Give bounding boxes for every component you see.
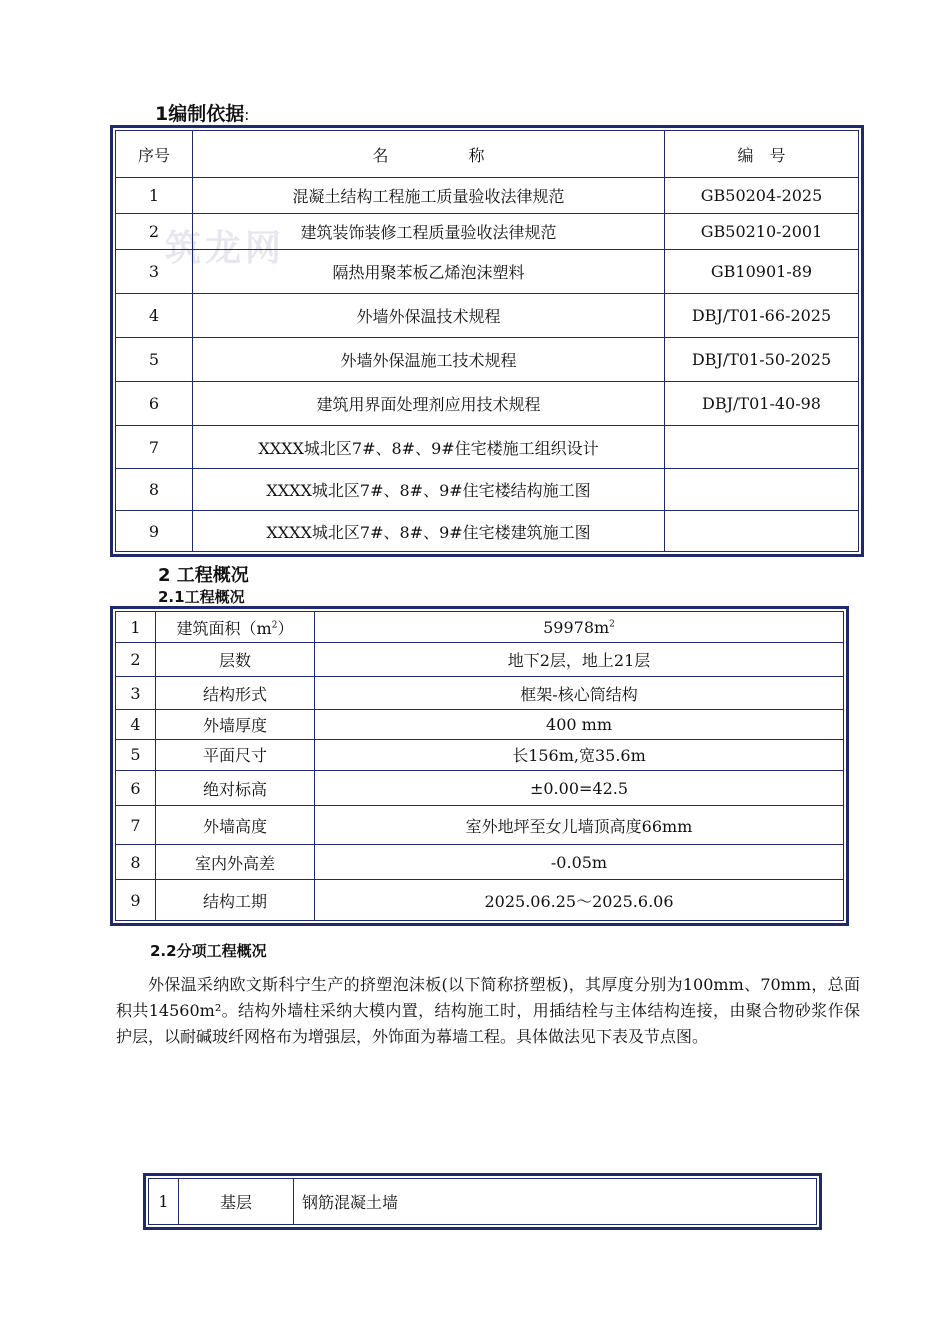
cell-code: GB50210-2001 [665, 214, 859, 250]
cell-no: 6 [116, 771, 156, 806]
cell-item: 室内外高差 [156, 844, 315, 879]
table-row [116, 739, 844, 770]
cell-item: 平面尺寸 [156, 739, 315, 770]
cell-code: DBJ/T01-50-2025 [665, 338, 859, 382]
section1-title [155, 99, 249, 126]
cell-no: 2 [116, 643, 156, 676]
header-cell-no: 序号 [116, 131, 193, 178]
cell-value: 400 mm [315, 710, 844, 739]
table-row [116, 511, 859, 552]
cell-name: XXXX城北区7#、8#、9#住宅楼结构施工图 [193, 469, 665, 511]
table-row [116, 294, 859, 338]
cell-no: 1 [116, 612, 156, 643]
table-row [116, 382, 859, 426]
cell-code [665, 426, 859, 469]
table-row [116, 880, 844, 921]
section2-2-title: 2.2分项工程概况 [150, 942, 267, 960]
cell-name: 建筑装饰装修工程质量验收法律规范 [193, 214, 665, 250]
cell-name: 建筑用界面处理剂应用技术规程 [193, 382, 665, 426]
cell-no: 8 [116, 844, 156, 879]
table-row [116, 844, 844, 879]
cell-name: XXXX城北区7#、8#、9#住宅楼建筑施工图 [193, 511, 665, 552]
cell-no: 5 [116, 739, 156, 770]
cell-item: 外墙厚度 [156, 710, 315, 739]
layer-table [148, 1178, 817, 1225]
header-cell-code: 编 号 [665, 131, 859, 178]
table-row [116, 338, 859, 382]
cell-name: 混凝土结构工程施工质量验收法律规范 [193, 178, 665, 214]
overview-table [115, 611, 844, 921]
cell-item: 外墙高度 [156, 806, 315, 844]
cell-no: 8 [116, 469, 193, 511]
cell-no: 5 [116, 338, 193, 382]
section1-colon: : [244, 106, 250, 124]
table-row [116, 771, 844, 806]
cell-no: 9 [116, 880, 156, 921]
cell-value: $59978m^2$ [315, 612, 844, 643]
cell-no: 9 [116, 511, 193, 552]
cell-item: 绝对标高 [156, 771, 315, 806]
section1-title-text: 1编制依据 [155, 103, 245, 125]
cell-code [665, 469, 859, 511]
cell-no: 2 [116, 214, 193, 250]
cell-desc: 钢筋混凝土墙 [294, 1179, 817, 1225]
cell-no: 7 [116, 426, 193, 469]
cell-name: 外墙外保温技术规程 [193, 294, 665, 338]
section2-title: 2 工程概况 [158, 565, 249, 586]
header-cell-name: 名 称 [193, 131, 665, 178]
cell-name: 外墙外保温施工技术规程 [193, 338, 665, 382]
cell-no: 1 [149, 1179, 179, 1225]
cell-code: DBJ/T01-40-98 [665, 382, 859, 426]
cell-code: DBJ/T01-66-2025 [665, 294, 859, 338]
table-header-row [116, 131, 859, 178]
cell-item: 结构形式 [156, 676, 315, 709]
cell-no: 1 [116, 178, 193, 214]
table-row [116, 612, 844, 643]
table-row [116, 676, 844, 709]
table-row [116, 806, 844, 844]
table-row [116, 710, 844, 739]
table-row [116, 214, 859, 250]
layer-table-frame [143, 1173, 822, 1230]
cell-no: 6 [116, 382, 193, 426]
cell-item: 结构工期 [156, 880, 315, 921]
cell-no: 3 [116, 250, 193, 294]
basis-table-frame [110, 125, 864, 557]
table-row [149, 1179, 817, 1225]
overview-paragraph: 外保温采纳欧文斯科宁生产的挤塑泡沫板(以下简称挤塑板)，其厚度分别为100mm、70mm，总面积共14560m²。结构外墙柱采纳大模内置，结构施工时，用插结栓与主体结构连接，由聚合物砂浆作保护层，以耐碱玻纤网格布为增强层，外饰面为幕墙工程。具体做法见下表及节点图。 [116, 975, 860, 1046]
cell-code: GB50204-2025 [665, 178, 859, 214]
cell-no: 7 [116, 806, 156, 844]
cell-item: 层数 [156, 643, 315, 676]
cell-value: 地下2层，地上21层 [315, 643, 844, 676]
table-row [116, 178, 859, 214]
cell-value: 室外地坪至女儿墙顶高度66mm [315, 806, 844, 844]
section2-1-title: 2.1工程概况 [158, 588, 245, 606]
overview-table-frame [110, 606, 849, 926]
table-row [116, 250, 859, 294]
cell-no: 4 [116, 710, 156, 739]
cell-code: GB10901-89 [665, 250, 859, 294]
cell-layer: 基层 [179, 1179, 294, 1225]
cell-name: 隔热用聚苯板乙烯泡沫塑料 [193, 250, 665, 294]
watermark: 筑龙网 [165, 228, 286, 269]
cell-item: 建筑面积$(m^2)$ [156, 612, 315, 643]
table-row [116, 426, 859, 469]
table-row [116, 469, 859, 511]
cell-value: ±0.00=42.5 [315, 771, 844, 806]
cell-no: 4 [116, 294, 193, 338]
cell-name: XXXX城北区7#、8#、9#住宅楼施工组织设计 [193, 426, 665, 469]
cell-code [665, 511, 859, 552]
cell-value: 长156m,宽35.6m [315, 739, 844, 770]
cell-value: 2025.06.25～2025.6.06 [315, 880, 844, 921]
cell-value: 框架-核心筒结构 [315, 676, 844, 709]
cell-value: -0.05m [315, 844, 844, 879]
cell-no: 3 [116, 676, 156, 709]
table-row [116, 643, 844, 676]
basis-table [115, 130, 859, 552]
